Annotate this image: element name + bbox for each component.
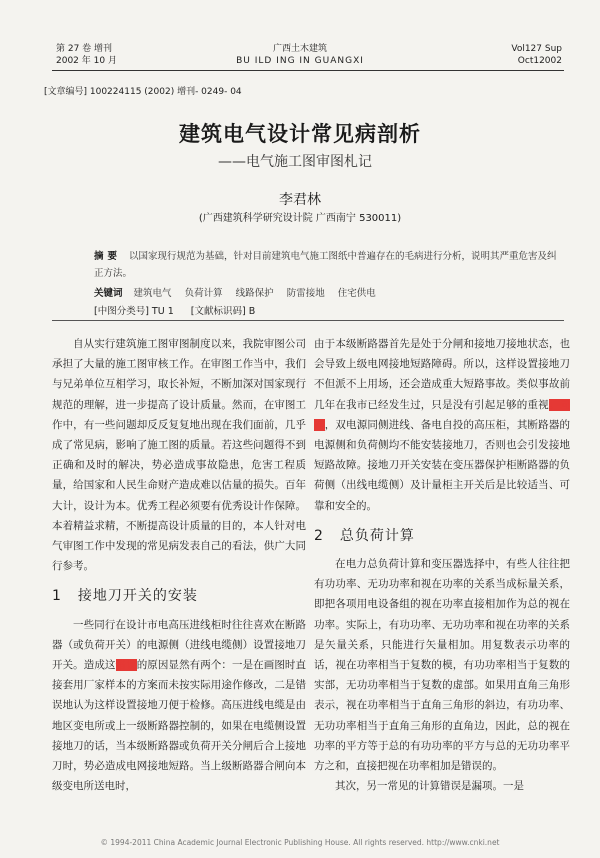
keywords (94, 285, 574, 299)
header-date-en: Oct12002 (517, 56, 562, 66)
header-divider (52, 70, 564, 71)
author-affiliation: (广西建筑科学研究设计院 广西南宁 530011) (198, 213, 402, 224)
header-volume-en: Vol127 Sup (511, 44, 562, 54)
section-title: 总负荷计算 (339, 527, 415, 544)
keyword: 线路保护 (235, 288, 274, 299)
section-paragraph (52, 615, 306, 797)
section-heading (52, 586, 306, 606)
keyword: 负荷计算 (184, 288, 223, 299)
header-volume-info-en (511, 43, 562, 67)
copyright-footer: © 1994-2011 China Academic Journal Electronic Publishing House. All rights reserved. http://www.cnki.net (100, 838, 500, 847)
right-column (314, 334, 570, 796)
section-number: 2 (314, 527, 324, 544)
paragraph-text: 一些同行在设计市电高压进线柜时往往喜欢在断路器（或负荷开关）的电源侧（进线电缆侧）设置接地刀开关。造成这 (52, 618, 306, 672)
header-journal-name (0, 43, 600, 67)
section-paragraph: 其次，另一常见的计算错误是漏项。一是 (335, 780, 524, 793)
header-journal-en: BU ILD ING IN GUANGXI (236, 56, 364, 66)
header-date: 2002 年 10 月 (56, 56, 117, 66)
intro-paragraph: 自从实行建筑施工图审图制度以来，我院审图公司承担了大量的施工图审核工作。在审图工作当中，我们与兄弟单位互相学习，取长补短，不断加深对国家现行规范的理解，进一步提高了设计质量。然而，在审图工作中，有一些问题却反反复复地出现在我们面前，几乎成了常见病，影响了施工图的质量。若这些问题得不到正确和及时的解决，势必造成事故隐患，危害工程质量，给国家和人民生命财产造成难以估量的损失。百年大计，设计为本。优秀工程必须要有优秀设计作保障。本着精益求精，不断提高设计质量的目的，本人针对电气审图工作中发现的常见病发表自己的看法，供广大同行参考。 (52, 338, 306, 573)
section-number: 1 (52, 588, 62, 605)
body-divider (52, 320, 564, 321)
abstract (94, 248, 564, 282)
paragraph-text: 的原因显然有两个：一是在画图时直接套用厂家样本的方案而未按实际用途作修改，二是错误地认为这样设置接地刀便于检修。高压进线电缆是由地区变电所或上一级断路器控制的，如果在电缆侧设置接地刀的话，当本级断路器或负荷开关分闸后合上接地刀时，势必造成电网接地短路。当上级断路器合闸向本级变电所送电时， (52, 659, 307, 793)
redaction-mark: 错误 (115, 659, 137, 672)
redaction-mark: 。同样 (314, 398, 571, 431)
article-subtitle: ——电气施工图审图札记 (218, 154, 372, 170)
left-column (52, 334, 306, 796)
classification-line (94, 303, 574, 317)
class-number: [中图分类号] TU 1 (94, 306, 174, 317)
abstract-label: 摘要 (94, 251, 122, 262)
paragraph-text: 由于本级断路器首先是处于分闸和接地刀接地状态，也会导致上级电网接地短路障碍。所以，这样设置接地刀不但派不上用场，还会造成重大短路事故。类似事故前几年在我市已经发生过，只是没有引起足够的重视 (314, 338, 570, 411)
article-title: 建筑电气设计常见病剖析 (179, 122, 421, 146)
abstract-text: 以国家现行规范为基础，针对目前建筑电气施工图纸中普遍存在的毛病进行分析，说明其严重危害及纠正方法。 (94, 251, 557, 279)
section-title: 接地刀开关的安装 (77, 588, 198, 605)
author-name: 李君林 (279, 192, 321, 208)
paragraph-text: ，双电源同侧进线、备电自投的高压柜，其断路器的电源侧和负荷侧均不能安装接地刀，否则也会引发接地短路故障。接地刀开关安装在变压器保护柜断路器的负荷侧（出线电缆侧）及计量柜主开关后是比较适当、可靠和安全的。 (314, 418, 571, 512)
keyword: 防雷接地 (286, 288, 325, 299)
section-paragraph: 在电力总负荷计算和变压器选择中，有些人往往把有功功率、无功功率和视在功率的关系当成标量关系，即把各项用电设备组的视在功率直接相加作为总的视在功率。实际上，有功功率、无功功率和视在功率的关系是矢量关系，只能进行矢量相加。用复数表示功率的话，视在功率相当于复数的模，有功功率相当于复数的实部，无功功率相当于复数的虚部。如果用直角三角形表示，视在功率相当于直角三角形的斜边，有功功率、无功功率相当于直角三角形的直角边，因此，总的视在功率的平方等于总的有功功率的平方与总的无功功率平方之和，直接把视在功率相加是错误的。 (314, 558, 570, 773)
document-code: [文献标识码] B (190, 306, 256, 317)
continued-paragraph (314, 334, 570, 516)
header-volume: 第 27 卷 增刊 (56, 44, 113, 54)
keywords-label: 关键词 (94, 288, 123, 299)
article-number: [文章编号] 100224115 (2002) 增刊- 0249- 04 (44, 87, 242, 97)
section-heading (314, 526, 570, 546)
keyword: 建筑电气 (133, 288, 172, 299)
header-journal-cn: 广西土木建筑 (272, 44, 327, 54)
keyword: 住宅供电 (337, 288, 376, 299)
